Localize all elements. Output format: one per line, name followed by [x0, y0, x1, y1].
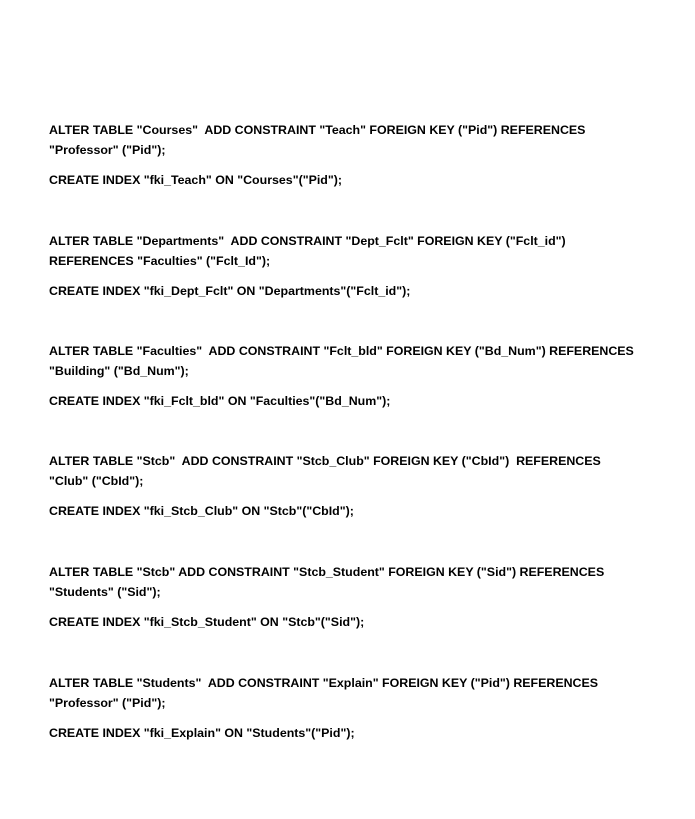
- create-index-statement: CREATE INDEX "fki_Explain" ON "Students"("Pid");: [49, 726, 355, 740]
- alter-line-2: "Professor" ("Pid");: [49, 696, 166, 710]
- alter-table-statement: [49, 451, 649, 491]
- alter-line-2: "Professor" ("Pid");: [49, 143, 166, 157]
- alter-line-1: ALTER TABLE "Faculties" ADD CONSTRAINT "Fclt_bld" FOREIGN KEY ("Bd_Num") REFERENCES: [49, 344, 634, 358]
- sql-statement-block: [49, 673, 649, 743]
- alter-table-statement: [49, 120, 649, 160]
- create-index-statement: CREATE INDEX "fki_Teach" ON "Courses"("Pid");: [49, 173, 342, 187]
- alter-table-statement: [49, 231, 649, 271]
- create-index-statement: CREATE INDEX "fki_Fclt_bld" ON "Faculties"("Bd_Num");: [49, 394, 391, 408]
- create-index-statement: CREATE INDEX "fki_Dept_Fclt" ON "Departments"("Fclt_id");: [49, 284, 411, 298]
- sql-statement-block: [49, 341, 649, 411]
- alter-line-2: "Club" ("CbId");: [49, 474, 144, 488]
- sql-statement-block: [49, 451, 649, 521]
- sql-statement-block: [49, 231, 649, 301]
- alter-line-2: "Students" ("Sid");: [49, 585, 161, 599]
- alter-line-1: ALTER TABLE "Courses" ADD CONSTRAINT "Teach" FOREIGN KEY ("Pid") REFERENCES: [49, 123, 586, 137]
- sql-statement-block: [49, 120, 649, 190]
- alter-line-1: ALTER TABLE "Students" ADD CONSTRAINT "Explain" FOREIGN KEY ("Pid") REFERENCES: [49, 676, 599, 690]
- alter-line-1: ALTER TABLE "Stcb" ADD CONSTRAINT "Stcb_Student" FOREIGN KEY ("Sid") REFERENCES: [49, 565, 605, 579]
- alter-line-2: "Building" ("Bd_Num");: [49, 364, 189, 378]
- create-index-statement: CREATE INDEX "fki_Stcb_Club" ON "Stcb"("CbId");: [49, 504, 354, 518]
- alter-line-2: REFERENCES "Faculties" ("Fclt_Id");: [49, 254, 271, 268]
- alter-table-statement: [49, 673, 649, 713]
- alter-table-statement: [49, 562, 649, 602]
- alter-line-1: ALTER TABLE "Stcb" ADD CONSTRAINT "Stcb_Club" FOREIGN KEY ("CbId") REFERENCES: [49, 454, 601, 468]
- alter-line-1: ALTER TABLE "Departments" ADD CONSTRAINT "Dept_Fclt" FOREIGN KEY ("Fclt_id"): [49, 234, 566, 248]
- create-index-statement: CREATE INDEX "fki_Stcb_Student" ON "Stcb"("Sid");: [49, 615, 365, 629]
- alter-table-statement: [49, 341, 649, 381]
- sql-statement-block: [49, 562, 649, 632]
